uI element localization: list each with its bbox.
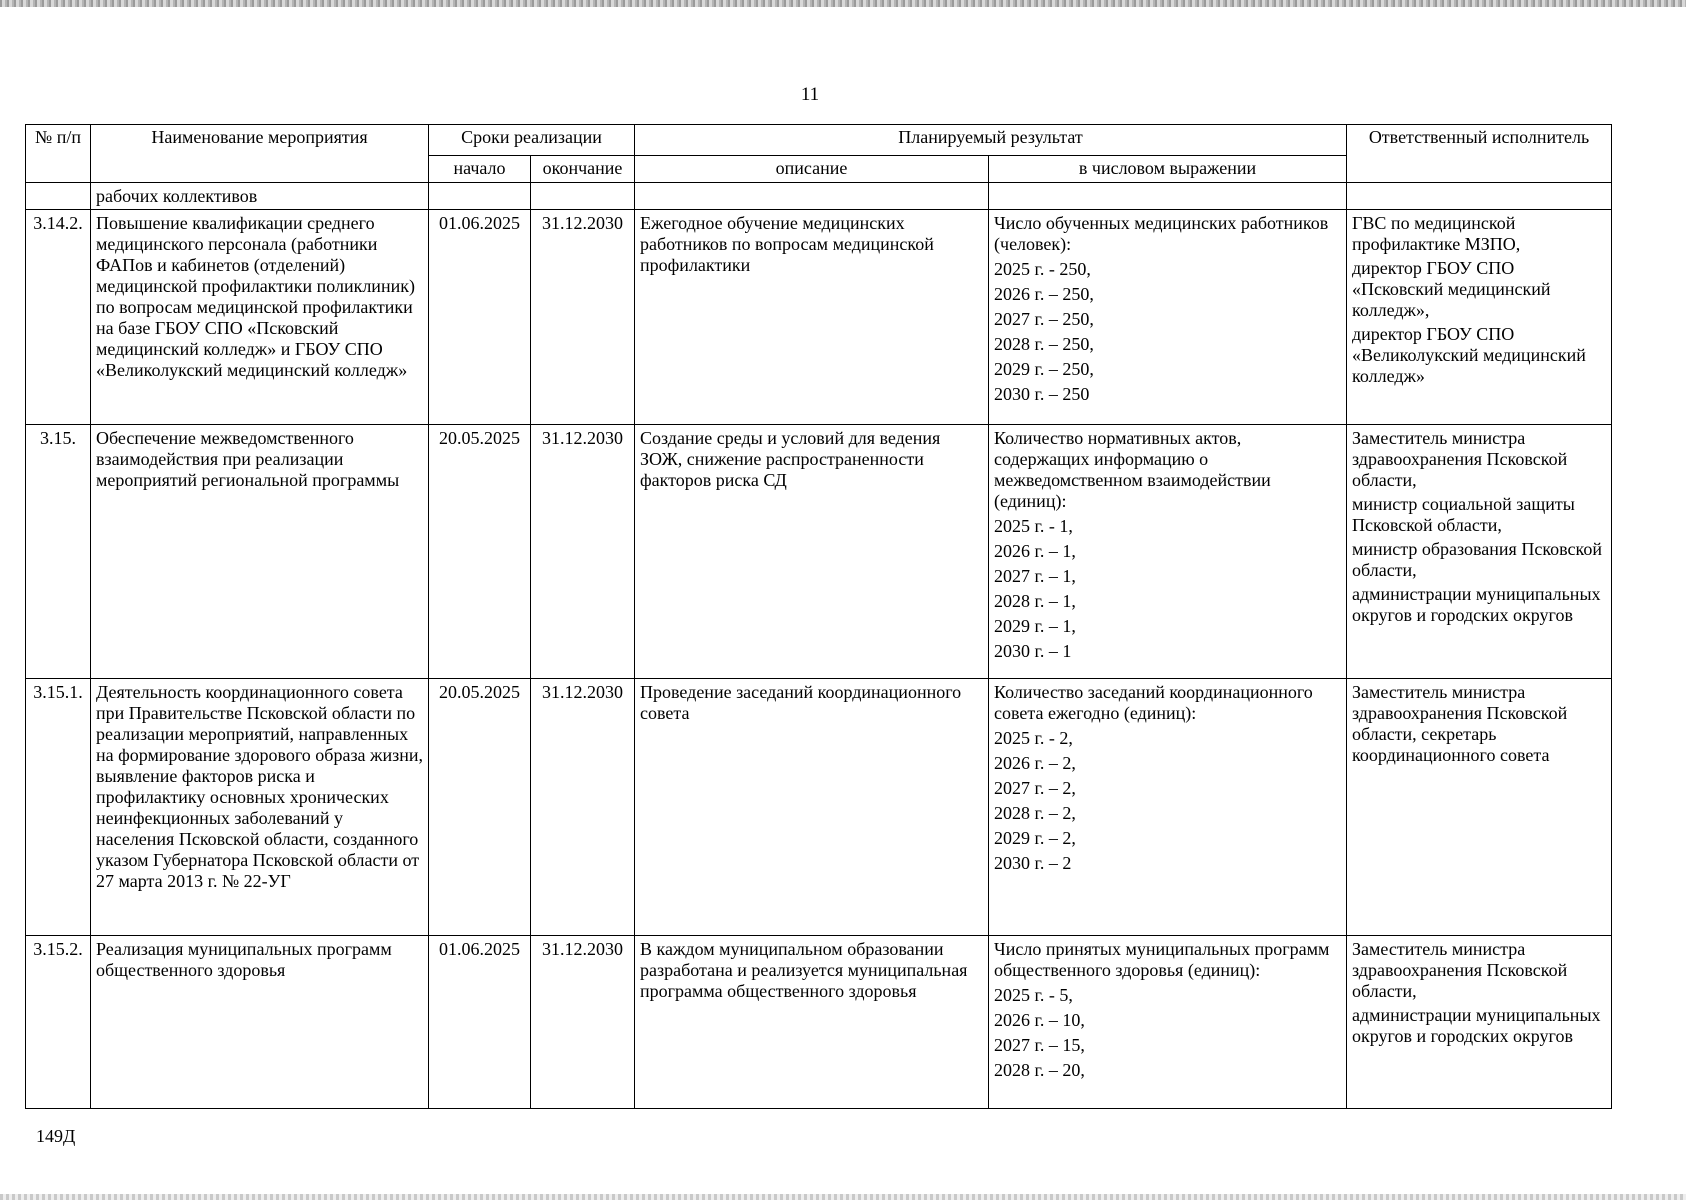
numeric-value: 2027 г. – 15,	[994, 1035, 1085, 1055]
numeric-value: 2028 г. – 2,	[994, 803, 1076, 823]
numeric-value: 2026 г. – 10,	[994, 1010, 1085, 1030]
numeric-value: 2026 г. – 2,	[994, 753, 1076, 773]
result-numeric	[989, 210, 1347, 425]
numeric-title: Количество нормативных актов, содержащих информацию о межведомственном взаимодействии (единиц):	[994, 428, 1271, 511]
plan-table	[25, 124, 1612, 1109]
numeric-value: 2029 г. – 2,	[994, 828, 1076, 848]
responsible-item: директор ГБОУ СПО «Великолукский медицинский колледж»	[1352, 324, 1586, 386]
responsible-item: Заместитель министра здравоохранения Псковской области,	[1352, 939, 1568, 1001]
numeric-value: 2025 г. - 1,	[994, 516, 1073, 536]
numeric-value: 2028 г. – 250,	[994, 334, 1094, 354]
numeric-value: 2028 г. – 1,	[994, 591, 1076, 611]
header-name: Наименование мероприятия	[91, 125, 429, 183]
numeric-value: 2025 г. - 250,	[994, 259, 1091, 279]
numeric-title: Количество заседаний координационного совета ежегодно (единиц):	[994, 682, 1313, 723]
numeric-value: 2029 г. – 1,	[994, 616, 1076, 636]
responsible-item: директор ГБОУ СПО «Псковский медицинский колледж»,	[1352, 258, 1551, 320]
result-numeric	[989, 679, 1347, 936]
header-terms: Сроки реализации	[429, 125, 635, 156]
result-description: Проведение заседаний координационного совета	[635, 679, 989, 936]
responsible-item: Заместитель министра здравоохранения Псковской области,	[1352, 428, 1568, 490]
continuation-start-cell	[429, 183, 531, 210]
numeric-value: 2030 г. – 1	[994, 641, 1072, 661]
header-row-1	[26, 125, 1612, 156]
end-date: 31.12.2030	[531, 679, 635, 936]
scan-edge-top	[0, 0, 1686, 7]
responsible-cell	[1347, 679, 1612, 936]
row-number: 3.15.1.	[26, 679, 91, 936]
continuation-responsible-cell	[1347, 183, 1612, 210]
row-number: 3.15.2.	[26, 936, 91, 1109]
numeric-value: 2030 г. – 2	[994, 853, 1072, 873]
continuation-text: рабочих коллективов	[91, 183, 429, 210]
row-number: 3.15.	[26, 425, 91, 679]
continuation-row	[26, 183, 1612, 210]
row-number: 3.14.2.	[26, 210, 91, 425]
scan-edge-bottom	[0, 1194, 1686, 1200]
numeric-value: 2027 г. – 2,	[994, 778, 1076, 798]
header-end: окончание	[531, 156, 635, 183]
continuation-end-cell	[531, 183, 635, 210]
numeric-title: Число обученных медицинских работников (человек):	[994, 213, 1329, 254]
responsible-item: ГВС по медицинской профилактике МЗПО,	[1352, 213, 1521, 254]
numeric-value: 2030 г. – 250	[994, 384, 1090, 404]
responsible-cell	[1347, 425, 1612, 679]
result-numeric	[989, 936, 1347, 1109]
responsible-item: администрации муниципальных округов и городских округов	[1352, 584, 1601, 625]
activity-name: Повышение квалификации среднего медицинского персонала (работники ФАПов и кабинетов (отделений) медицинской профилактики поликлиник) по вопросам медицинской профилактики на базе ГБОУ СПО «Псковский медицинский колледж» и ГБОУ СПО «Великолукский медицинский колледж»	[91, 210, 429, 425]
header-start: начало	[429, 156, 531, 183]
numeric-value: 2029 г. – 250,	[994, 359, 1094, 379]
header-result: Планируемый результат	[635, 125, 1347, 156]
start-date: 01.06.2025	[429, 210, 531, 425]
activity-name: Реализация муниципальных программ общественного здоровья	[91, 936, 429, 1109]
numeric-value: 2026 г. – 250,	[994, 284, 1094, 304]
numeric-value: 2025 г. - 5,	[994, 985, 1073, 1005]
activity-name: Деятельность координационного совета при Правительстве Псковской области по реализации мероприятий, направленных на формирование здорового образа жизни, выявление факторов риска и профилактику основных хронических неинфекционных заболеваний у населения Псковской области, созданного указом Губернатора Псковской области от 27 марта 2013 г. № 22-УГ	[91, 679, 429, 936]
continuation-numeric-cell	[989, 183, 1347, 210]
numeric-value: 2025 г. - 2,	[994, 728, 1073, 748]
table-row	[26, 679, 1612, 936]
table-row	[26, 425, 1612, 679]
numeric-value: 2026 г. – 1,	[994, 541, 1076, 561]
header-responsible: Ответственный исполнитель	[1347, 125, 1612, 183]
table-row	[26, 936, 1612, 1109]
responsible-cell	[1347, 936, 1612, 1109]
header-description: описание	[635, 156, 989, 183]
continuation-num-cell	[26, 183, 91, 210]
responsible-cell	[1347, 210, 1612, 425]
responsible-item: администрации муниципальных округов и городских округов	[1352, 1005, 1601, 1046]
start-date: 01.06.2025	[429, 936, 531, 1109]
numeric-value: 2027 г. – 1,	[994, 566, 1076, 586]
document-code: 149Д	[36, 1126, 76, 1146]
responsible-item: министр образования Псковской области,	[1352, 539, 1602, 580]
numeric-title: Число принятых муниципальных программ общественного здоровья (единиц):	[994, 939, 1330, 980]
header-numeric: в числовом выражении	[989, 156, 1347, 183]
table-row	[26, 210, 1612, 425]
start-date: 20.05.2025	[429, 425, 531, 679]
result-numeric	[989, 425, 1347, 679]
numeric-value: 2027 г. – 250,	[994, 309, 1094, 329]
end-date: 31.12.2030	[531, 936, 635, 1109]
page-number: 11	[800, 84, 820, 105]
continuation-description-cell	[635, 183, 989, 210]
responsible-item: министр социальной защиты Псковской области,	[1352, 494, 1575, 535]
header-num: № п/п	[26, 125, 91, 183]
end-date: 31.12.2030	[531, 210, 635, 425]
start-date: 20.05.2025	[429, 679, 531, 936]
result-description: Создание среды и условий для ведения ЗОЖ, снижение распространенности факторов риска СД	[635, 425, 989, 679]
result-description: Ежегодное обучение медицинских работников по вопросам медицинской профилактики	[635, 210, 989, 425]
activity-name: Обеспечение межведомственного взаимодействия при реализации мероприятий региональной программы	[91, 425, 429, 679]
result-description: В каждом муниципальном образовании разработана и реализуется муниципальная программа общественного здоровья	[635, 936, 989, 1109]
end-date: 31.12.2030	[531, 425, 635, 679]
responsible-item: Заместитель министра здравоохранения Псковской области, секретарь координационного совета	[1352, 682, 1568, 765]
numeric-value: 2028 г. – 20,	[994, 1060, 1085, 1080]
